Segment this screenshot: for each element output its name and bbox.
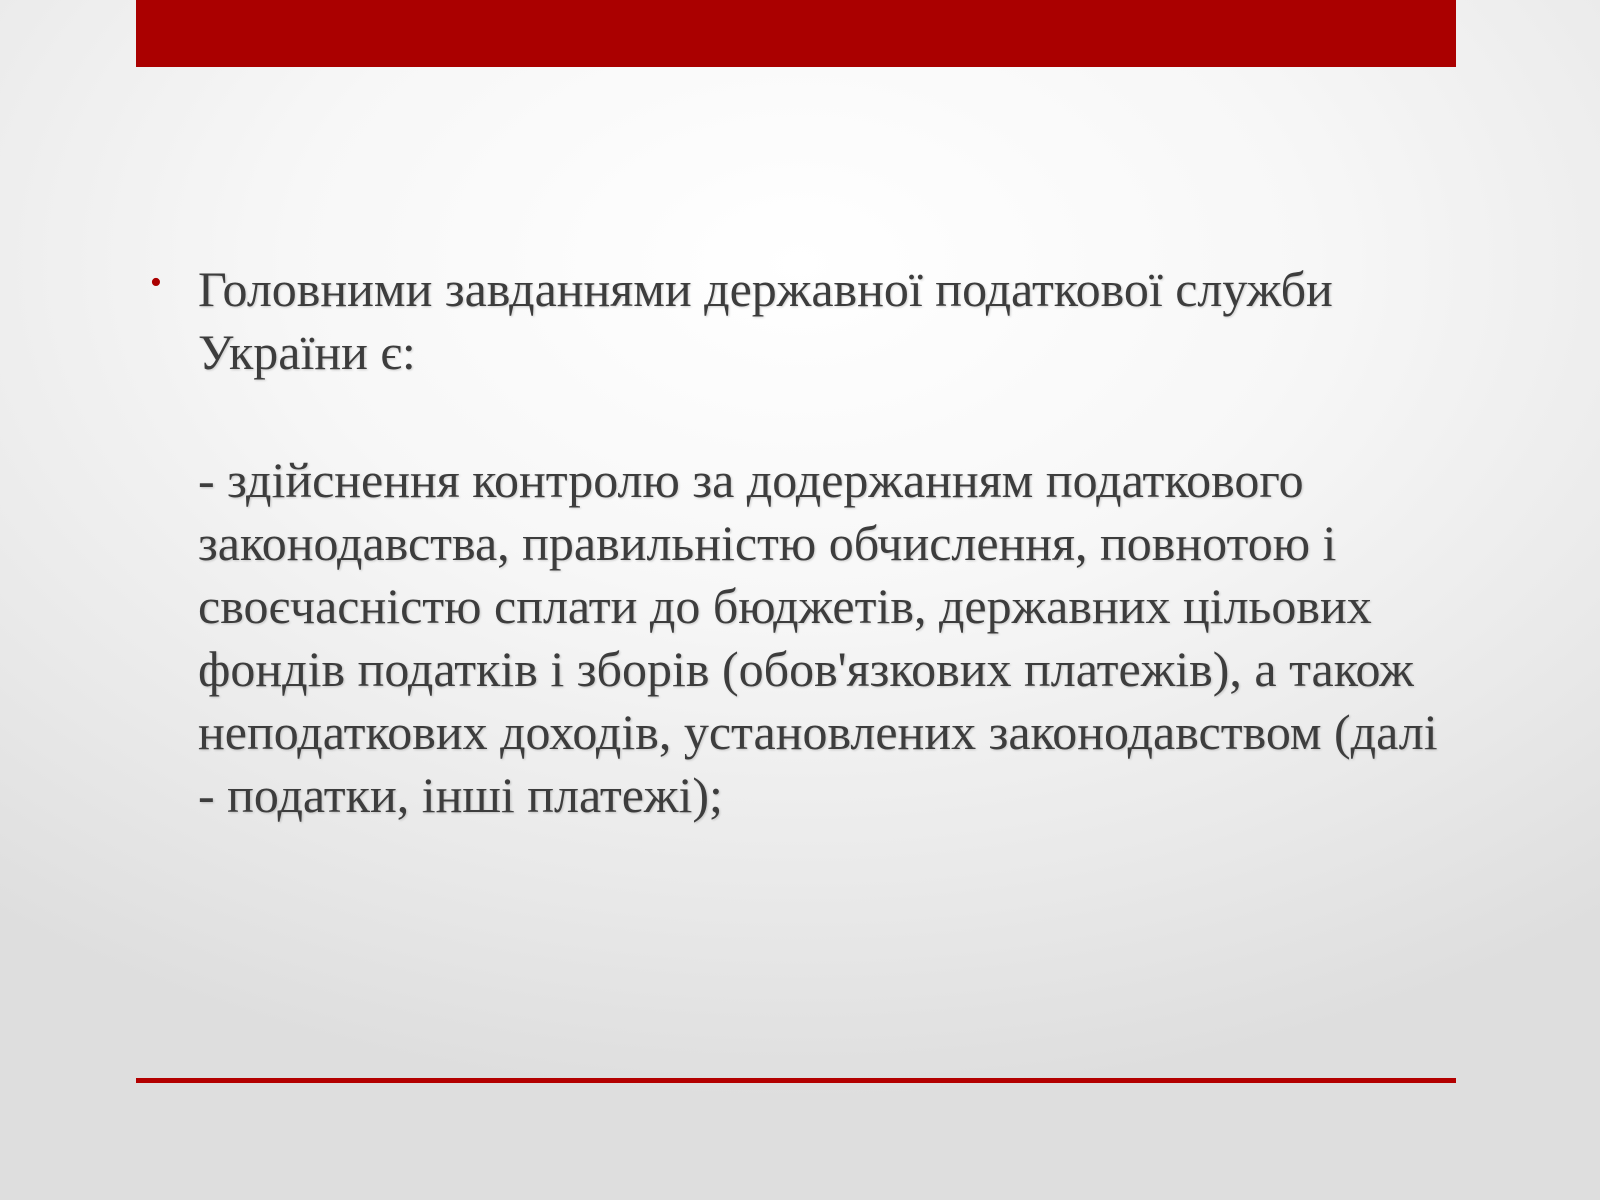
bullet-item	[150, 258, 1450, 827]
paragraph-spacer	[198, 384, 1450, 449]
bullet-heading-text: Головними завданнями державної податкової служби України є:	[198, 261, 1333, 380]
top-accent-bar	[136, 0, 1456, 67]
bullet-icon: •	[150, 264, 162, 301]
slide-content	[150, 258, 1450, 827]
bullet-body-text: - здійснення контролю за додержанням податкового законодавства, правильністю обчислення, повнотою і своєчасністю сплати до бюджетів, державних цільових фондів податків і зборів (обов'язкових платежів), а також неподаткових доходів, установлених законодавством (далі - податки, інші платежі);	[198, 452, 1438, 823]
bottom-divider-line	[136, 1078, 1456, 1083]
